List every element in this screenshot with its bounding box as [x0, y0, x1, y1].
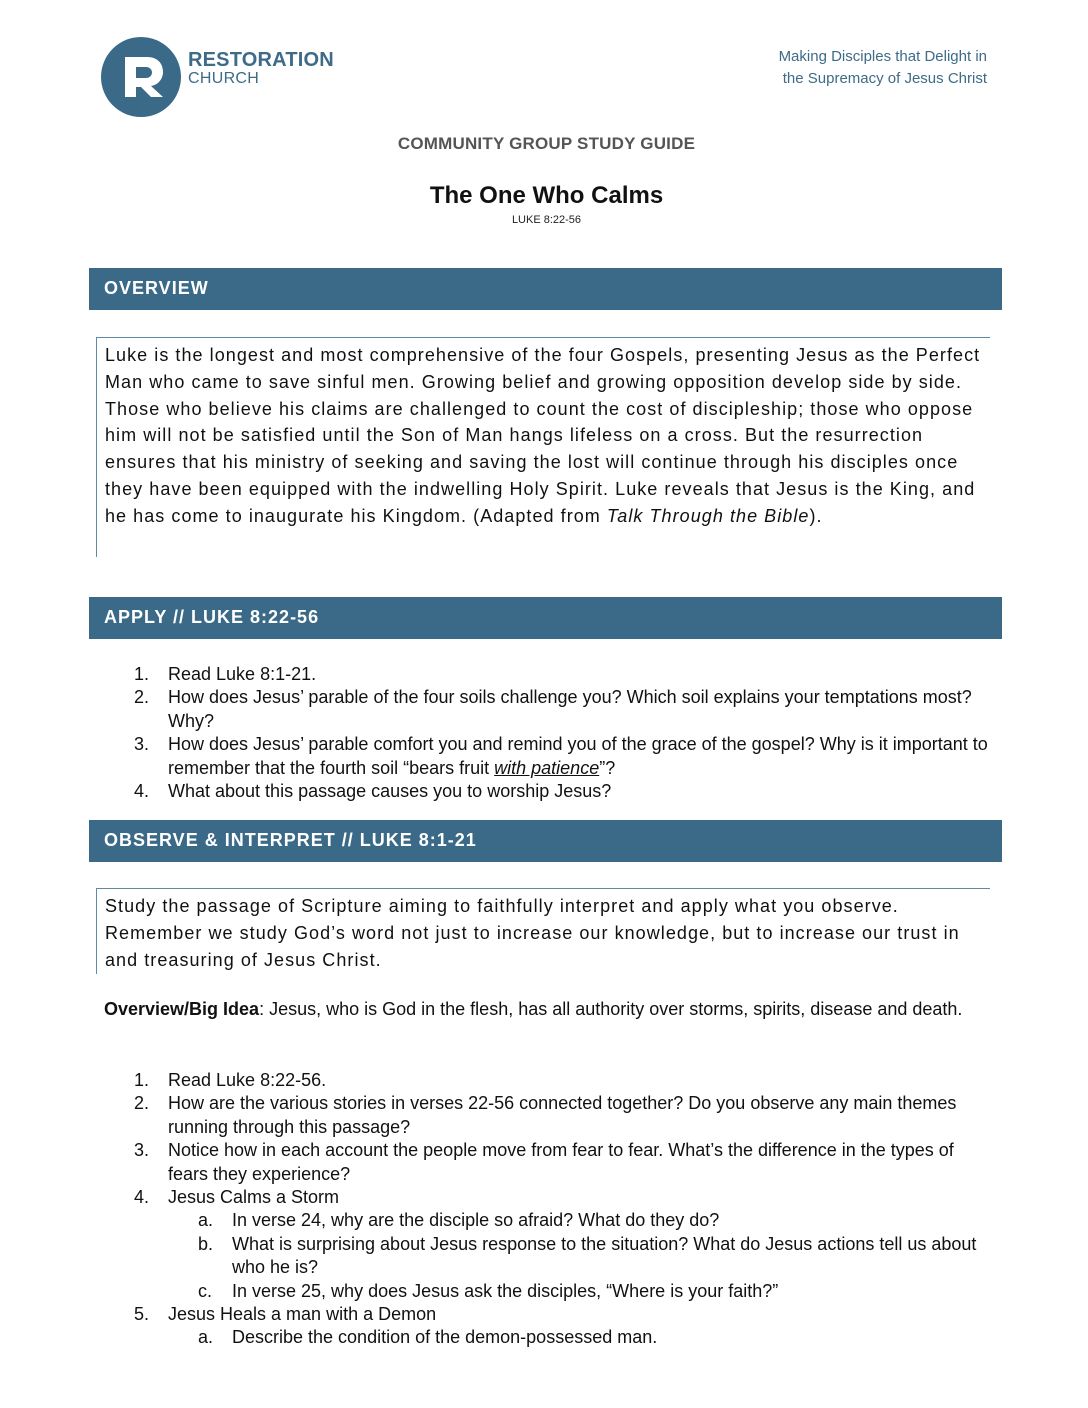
sub-item-text: In verse 24, why are the disciple so afraid? What do they do? — [232, 1210, 720, 1231]
big-idea — [104, 998, 994, 1021]
list-item — [134, 1186, 994, 1303]
item-text: Read Luke 8:1-21. — [168, 664, 317, 684]
restoration-church-logo — [101, 37, 181, 117]
observe-question-list — [134, 1069, 994, 1350]
list-item — [134, 663, 994, 686]
item-number: 1. — [134, 664, 150, 684]
item-number: 4. — [134, 781, 150, 802]
sub-list-item — [198, 1326, 994, 1349]
item-number: 3. — [134, 734, 150, 755]
list-item — [134, 686, 994, 733]
list-item — [134, 1092, 994, 1139]
item-number: 5. — [134, 1304, 150, 1325]
item-text: Read Luke 8:22-56. — [168, 1070, 327, 1090]
tagline — [779, 46, 987, 90]
overview-box — [96, 337, 990, 557]
overview-text-end: ). — [809, 505, 823, 526]
item-number: 2. — [134, 687, 150, 708]
tagline-line2: the Supremacy of Jesus Christ — [782, 70, 987, 87]
list-item — [134, 1303, 994, 1350]
item-text: How does Jesus’ parable of the four soils challenge you? Which soil explains your temptations most? Why? — [168, 687, 972, 731]
overview-heading: OVERVIEW — [89, 268, 1002, 310]
big-idea-text: : Jesus, who is God in the flesh, has all authority over storms, spirits, disease and death. — [259, 999, 963, 1019]
sub-item-letter: a. — [198, 1327, 214, 1348]
sub-item-text: What is surprising about Jesus response to the situation? What do Jesus actions tell us about who he is? — [232, 1233, 977, 1278]
sub-list — [198, 1326, 994, 1349]
emphasis-text: with patience — [494, 757, 600, 778]
guide-title: COMMUNITY GROUP STUDY GUIDE — [397, 134, 696, 153]
observe-intro-box — [96, 888, 990, 974]
item-text: Jesus Calms a Storm — [168, 1187, 340, 1208]
sub-item-letter: a. — [198, 1210, 214, 1231]
item-text-end: ”? — [599, 757, 616, 778]
item-number: 2. — [134, 1093, 150, 1114]
sub-item-letter: b. — [198, 1233, 214, 1254]
item-text: What about this passage causes you to worship Jesus? — [168, 781, 612, 802]
sub-item-letter: c. — [198, 1280, 213, 1301]
sub-list — [198, 1209, 994, 1303]
list-item — [134, 1139, 994, 1186]
apply-question-list — [134, 663, 994, 803]
item-text: How are the various stories in verses 22-56 connected together? Do you observe any main themes running through this passage? — [168, 1093, 957, 1137]
logo-wordmark — [188, 50, 334, 87]
observe-intro-text: Study the passage of Scripture aiming to faithfully interpret and apply what you observe. Remember we study God’s word not just to increase our knowledge, but to increase our trust in and treasuring of Jesus Christ. — [105, 896, 960, 970]
overview-book-title: Talk Through the Bible — [606, 505, 810, 526]
item-text: Jesus Heals a man with a Demon — [168, 1304, 437, 1325]
document-title: The One Who Calms — [429, 182, 664, 209]
item-number: 4. — [134, 1187, 150, 1208]
tagline-line1: Making Disciples that Delight in — [778, 48, 987, 65]
big-idea-label: Overview/Big Idea — [104, 999, 260, 1019]
sub-list-item — [198, 1209, 994, 1232]
apply-heading: APPLY // LUKE 8:22-56 — [89, 597, 1002, 639]
list-item — [134, 733, 994, 780]
logo-line2: CHURCH — [188, 70, 260, 87]
logo-line1: RESTORATION — [188, 49, 334, 71]
overview-text: Luke is the longest and most comprehensive of the four Gospels, presenting Jesus as the Perfect Man who came to save sinful men. Growing belief and growing opposition develop side by side. Those who believe his claims are challenged to count the cost of discipleship; those who oppose him will not be satisfied until the Son of Man hangs lifeless on a cross. But the resurrection ensures that his ministry of seeking and saving the lost will continue through his disciples once they have been equipped with the indwelling Holy Spirit. Luke reveals that Jesus is the King, and he has come to inaugurate his Kingdom. (Adapted from — [105, 345, 981, 526]
list-item — [134, 1069, 994, 1092]
item-text: How does Jesus’ parable comfort you and remind you of the grace of the gospel? Why is it important to remember that the fourth soil “bears fruit — [168, 734, 988, 778]
sub-list-item — [198, 1233, 994, 1280]
scripture-reference: LUKE 8:22-56 — [511, 214, 582, 226]
sub-item-text: In verse 25, why does Jesus ask the disciples, “Where is your faith?” — [232, 1280, 779, 1301]
observe-heading: OBSERVE & INTERPRET // LUKE 8:1-21 — [89, 820, 1002, 862]
item-number: 3. — [134, 1140, 150, 1161]
item-text: Notice how in each account the people move from fear to fear. What’s the difference in the types of fears they experience? — [168, 1140, 954, 1184]
sub-item-text: Describe the condition of the demon-possessed man. — [232, 1327, 658, 1348]
item-number: 1. — [134, 1070, 150, 1090]
list-item — [134, 780, 994, 803]
sub-list-item — [198, 1280, 994, 1303]
